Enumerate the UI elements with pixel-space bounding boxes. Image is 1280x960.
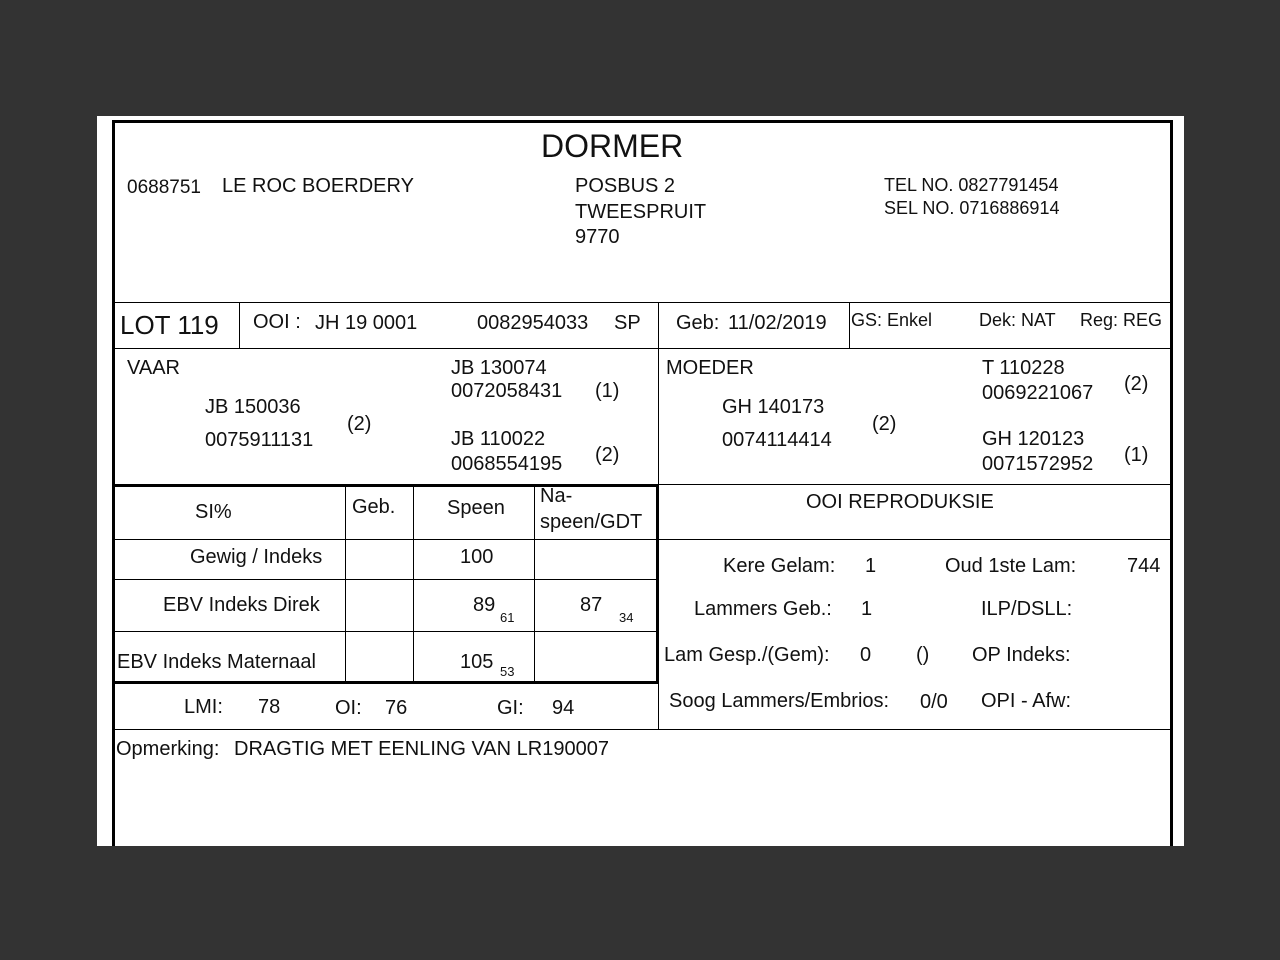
paternal-granddam-count: (2): [595, 444, 620, 466]
ilp-label: ILP/DSLL:: [981, 598, 1073, 620]
lam-gesp-label: Lam Gesp./(Gem):: [664, 644, 830, 666]
lam-gem-value: (): [916, 644, 930, 666]
table-border: [656, 484, 659, 683]
birth-label: Geb:: [676, 312, 720, 334]
speen-header: Speen: [447, 497, 505, 519]
opi-label: OPI - Afw:: [981, 690, 1072, 712]
dam-registration: 0074114414: [722, 429, 832, 451]
direk-naspeen-accuracy: 34: [619, 610, 634, 625]
lammers-geb-value: 1: [861, 598, 873, 620]
divider: [658, 302, 659, 484]
maternal-granddam-count: (1): [1124, 444, 1149, 466]
paternal-grandsire-count: (1): [595, 380, 620, 402]
gewig-speen-value: 100: [460, 546, 494, 568]
divider: [534, 484, 535, 682]
sire-label: VAAR: [127, 357, 180, 379]
maternal-granddam-id: GH 120123: [982, 428, 1085, 450]
maternal-grandsire-id: T 110228: [982, 357, 1065, 379]
maternaal-label: EBV Indeks Maternaal: [117, 651, 316, 673]
lmi-label: LMI:: [184, 696, 223, 718]
divider: [115, 302, 1171, 303]
cut-off-text-line: [160, 842, 1120, 846]
paternal-granddam-registration: 0068554195: [451, 453, 563, 475]
sire-registration: 0075911131: [205, 429, 314, 451]
naspeen-header-line2: speen/GDT: [540, 511, 643, 533]
ooi-label: OOI :: [253, 311, 301, 333]
divider: [115, 348, 1171, 349]
direk-speen-value: 89: [473, 594, 496, 616]
oud-lam-value: 744: [1127, 555, 1161, 577]
divider: [115, 631, 658, 632]
naspeen-header-line1: Na-: [540, 485, 573, 507]
oi-label: OI:: [335, 697, 362, 719]
soog-value: 0/0: [920, 691, 948, 713]
breeder-name: LE ROC BOERDERY: [222, 175, 414, 197]
geb-header: Geb.: [352, 496, 396, 518]
divider: [239, 302, 240, 348]
lammers-geb-label: Lammers Geb.:: [694, 598, 832, 620]
sire-count: (2): [347, 413, 372, 435]
paternal-grandsire-id: JB 130074: [451, 357, 547, 379]
sire-id: JB 150036: [205, 396, 301, 418]
direk-label: EBV Indeks Direk: [163, 594, 320, 616]
divider: [849, 302, 850, 348]
ooi-suffix: SP: [614, 312, 641, 334]
paternal-grandsire-registration: 0072058431: [451, 380, 563, 402]
direk-naspeen-value: 87: [580, 594, 603, 616]
lam-gesp-value: 0: [860, 644, 872, 666]
si-header: SI%: [195, 501, 232, 523]
maternal-granddam-registration: 0071572952: [982, 453, 1094, 475]
remark-label: Opmerking:: [116, 738, 220, 760]
sel-number: SEL NO. 0716886914: [884, 198, 1060, 218]
dam-id: GH 140173: [722, 396, 825, 418]
maternaal-speen-accuracy: 53: [500, 664, 515, 679]
direk-speen-accuracy: 61: [500, 610, 515, 625]
op-indeks-label: OP Indeks:: [972, 644, 1071, 666]
table-border: [115, 681, 659, 684]
gi-label: GI:: [497, 697, 524, 719]
kere-gelam-value: 1: [865, 555, 877, 577]
dam-label: MOEDER: [666, 357, 754, 379]
birth-status: GS: Enkel: [851, 310, 933, 330]
reproduction-title: OOI REPRODUKSIE: [806, 491, 994, 513]
breed-title: DORMER: [541, 128, 684, 164]
table-border: [115, 484, 659, 487]
gewig-label: Gewig / Indeks: [190, 546, 323, 568]
address-line-1: POSBUS 2: [575, 175, 676, 197]
soog-label: Soog Lammers/Embrios:: [669, 690, 890, 712]
address-line-3: 9770: [575, 226, 620, 248]
divider: [115, 579, 658, 580]
ooi-registration: 0082954033: [477, 312, 589, 334]
maternal-grandsire-count: (2): [1124, 373, 1149, 395]
dam-count: (2): [872, 413, 897, 435]
maternaal-speen-value: 105: [460, 651, 494, 673]
birth-date: 11/02/2019: [728, 312, 827, 334]
divider: [115, 539, 1171, 540]
divider: [115, 729, 1171, 730]
divider: [413, 484, 414, 682]
gi-value: 94: [552, 697, 575, 719]
tel-number: TEL NO. 0827791454: [884, 175, 1059, 195]
lmi-value: 78: [258, 696, 281, 718]
address-line-2: TWEESPRUIT: [575, 201, 707, 223]
remark-text: DRAGTIG MET EENLING VAN LR190007: [234, 738, 609, 760]
oud-lam-label: Oud 1ste Lam:: [945, 555, 1077, 577]
maternal-grandsire-registration: 0069221067: [982, 382, 1094, 404]
kere-gelam-label: Kere Gelam:: [723, 555, 836, 577]
ooi-id: JH 19 0001: [315, 312, 418, 334]
registration-type: Reg: REG: [1080, 310, 1163, 330]
oi-value: 76: [385, 697, 408, 719]
divider: [658, 484, 1172, 485]
mating-type: Dek: NAT: [979, 310, 1056, 330]
divider: [345, 484, 346, 682]
lot-number: LOT 119: [120, 310, 219, 340]
paternal-granddam-id: JB 110022: [451, 428, 546, 450]
breeder-number: 0688751: [127, 177, 201, 198]
divider: [658, 682, 659, 729]
